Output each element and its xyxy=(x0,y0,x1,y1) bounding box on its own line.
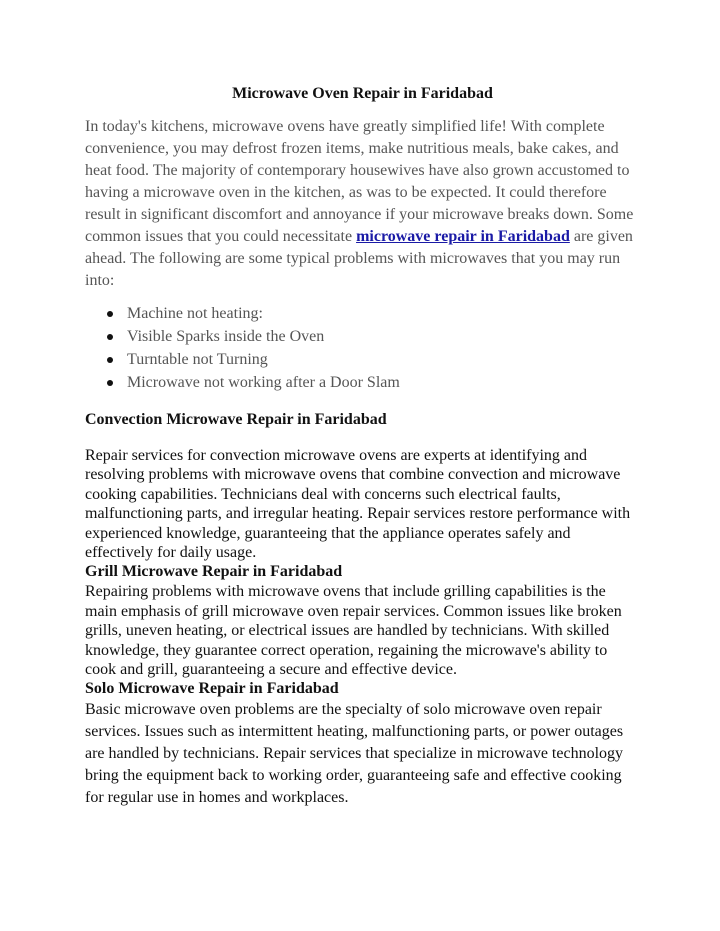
intro-text-after: are given ahead. The following are some typical problems with microwaves that you may run into: xyxy=(85,228,633,289)
list-item: Turntable not Turning xyxy=(127,348,640,371)
solo-heading: Solo Microwave Repair in Faridabad xyxy=(85,680,339,698)
convection-heading: Convection Microwave Repair in Faridabad xyxy=(85,411,387,428)
convection-paragraph: Repair services for convection microwave ovens are experts at identifying and resolving problems with microwave ovens that combine convection and microwave cooking capabilities. Technicians deal with concerns such electrical faults, malfunctioning parts, and irregular heating. Repair services restore performance with experienced knowledge, guaranteeing that the appliance operates safely and effectively for daily usage. xyxy=(85,447,631,562)
microwave-repair-link[interactable]: microwave repair in Faridabad xyxy=(356,228,570,245)
grill-heading: Grill Microwave Repair in Faridabad xyxy=(85,563,343,581)
document-page xyxy=(85,82,640,809)
list-item: Machine not heating: xyxy=(127,302,640,325)
intro-paragraph xyxy=(85,116,640,292)
issues-list xyxy=(85,302,640,394)
list-item: Visible Sparks inside the Oven xyxy=(127,325,640,348)
document-title: Microwave Oven Repair in Faridabad xyxy=(232,85,493,102)
solo-paragraph: Basic microwave oven problems are the specialty of solo microwave oven repair services. Issues such as intermittent heating, malfunctioning parts, or power outages are handled by technicians. Repair services that specialize in microwave technology bring the equipment back to working order, guaranteeing safe and effective cooking for regular use in homes and workplaces. xyxy=(85,701,624,807)
list-item: Microwave not working after a Door Slam xyxy=(127,371,640,394)
grill-paragraph: Repairing problems with microwave ovens that include grilling capabilities is the main emphasis of grill microwave oven repair services. Common issues like broken grills, uneven heating, or electrical issues are handled by technicians. With skilled knowledge, they guarantee correct operation, regaining the microwave's ability to cook and grill, guaranteeing a secure and effective device. xyxy=(85,583,622,679)
intro-text-before: In today's kitchens, microwave ovens have greatly simplified life! With complete convenience, you may defrost frozen items, make nutritious meals, bake cakes, and heat food. The majority of contemporary housewives have also grown accustomed to having a microwave oven in the kitchen, as was to be expected. It could therefore result in significant discomfort and annoyance if your microwave breaks down. Some common issues that you could necessitate xyxy=(85,118,634,245)
